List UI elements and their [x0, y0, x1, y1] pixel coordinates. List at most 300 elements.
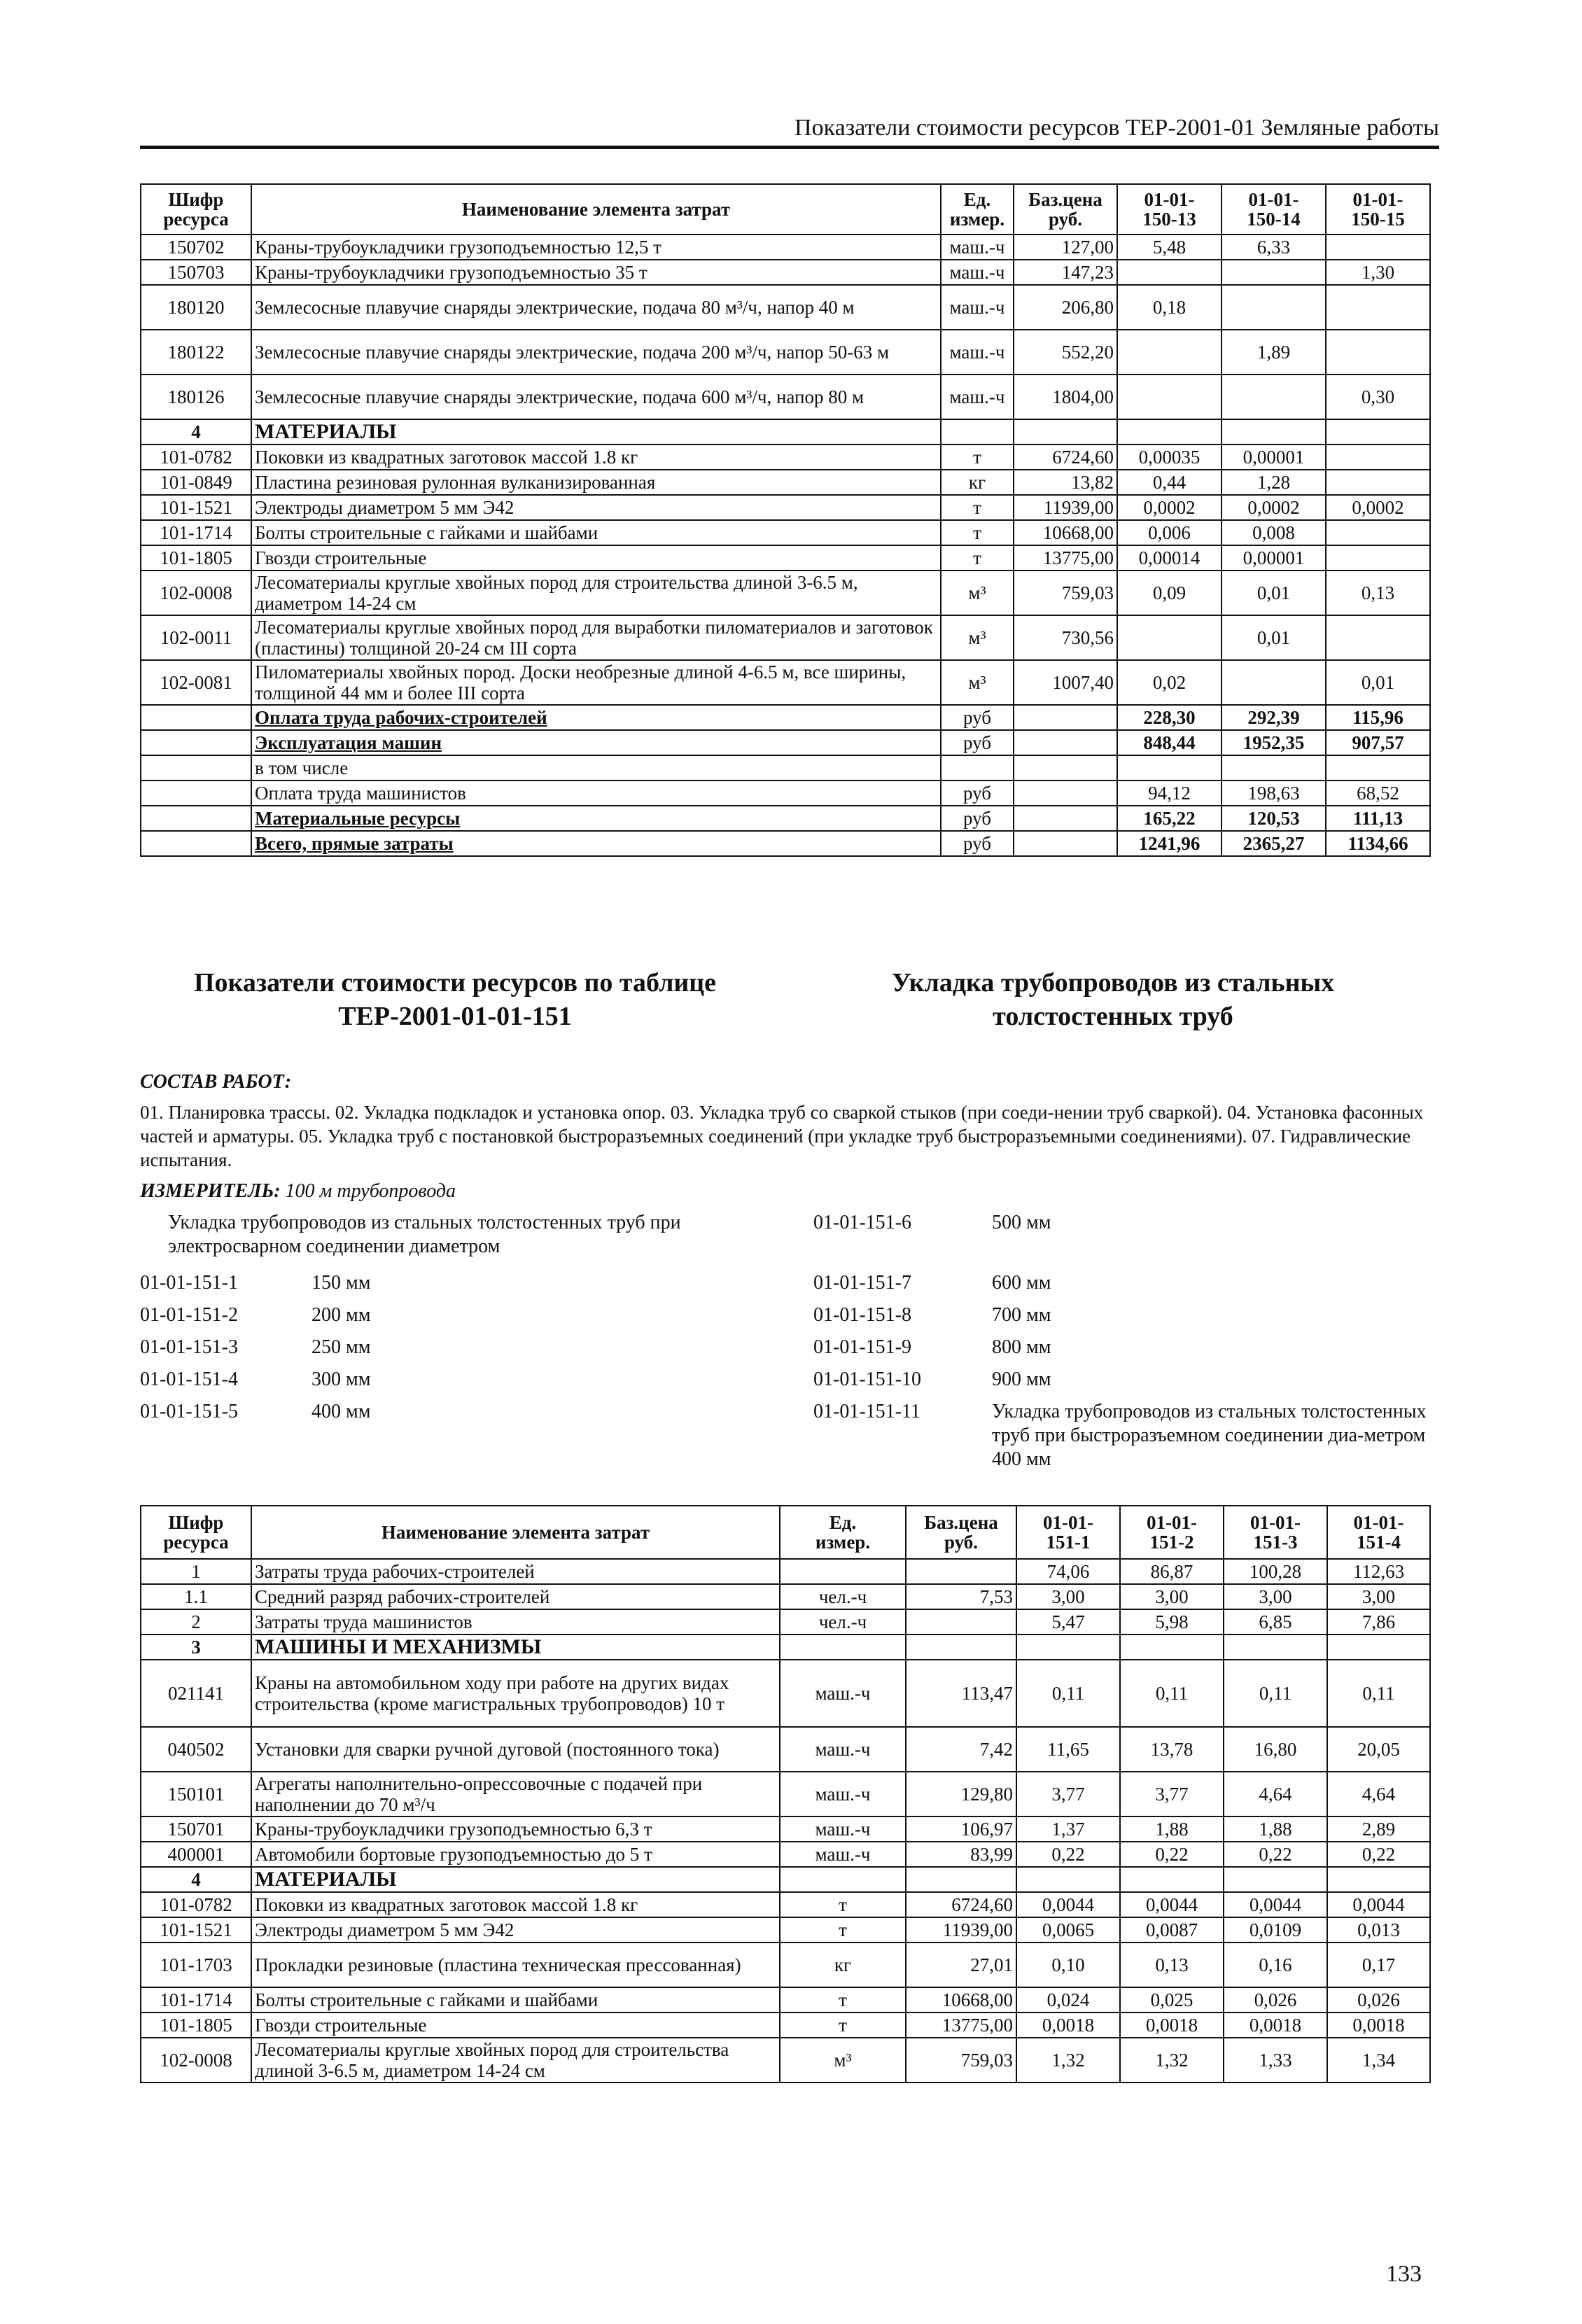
- item-code: 01-01-151-4: [140, 1368, 238, 1390]
- cell-volume: 11,65: [1016, 1727, 1120, 1772]
- cell-volume: 907,57: [1326, 730, 1430, 755]
- cell-name: Электроды диаметром 5 мм Э42: [251, 495, 941, 520]
- item-value: 150 мм: [312, 1272, 371, 1294]
- cell-volume: 0,30: [1326, 374, 1430, 419]
- cell-code: 4: [141, 1867, 251, 1892]
- cell-volume: 0,008: [1222, 520, 1326, 545]
- cell-name: Оплата труда машинистов: [251, 780, 941, 806]
- cell-name: Всего, прямые затраты: [251, 831, 941, 856]
- cell-volume: 0,13: [1120, 1942, 1224, 1987]
- cell-volume: [1222, 660, 1326, 705]
- cell-code: [141, 780, 251, 806]
- item-code: 01-01-151-5: [140, 1401, 238, 1422]
- cell-unit: т: [780, 2012, 906, 2038]
- cell-code: [141, 831, 251, 856]
- cell-name: Гвозди строительные: [251, 2012, 780, 2038]
- item-code: 01-01-151-3: [140, 1336, 238, 1358]
- cell-volume: 94,12: [1117, 780, 1222, 806]
- cell-unit: руб: [941, 831, 1014, 856]
- cell-unit: маш.-ч: [941, 260, 1014, 285]
- cell-unit: т: [780, 1892, 906, 1917]
- cell-volume: 0,0087: [1120, 1917, 1224, 1942]
- cell-price: 11939,00: [1014, 495, 1117, 520]
- cell-unit: м³: [780, 2038, 906, 2082]
- cell-unit: маш.-ч: [941, 234, 1014, 260]
- cell-volume: 0,01: [1222, 615, 1326, 660]
- cell-code: 1.1: [141, 1584, 251, 1609]
- cell-code: [141, 806, 251, 831]
- cell-volume: 100,28: [1224, 1559, 1327, 1584]
- section-title-left: Показатели стоимости ресурсов по таблице ТЕР-2001-01-01-151: [193, 968, 717, 1031]
- cell-code: 021141: [141, 1660, 251, 1727]
- running-header: Показатели стоимости ресурсов ТЕР-2001-01 Земляные работы: [140, 115, 1439, 149]
- measure-label: ИЗМЕРИТЕЛЬ:: [140, 1180, 281, 1202]
- cell-volume: 86,87: [1120, 1559, 1224, 1584]
- cell-name: Лесоматериалы круглые хвойных пород для выработки пиломатериалов и заготовок (пластины) толщиной 20-24 см III сорта: [251, 615, 941, 660]
- cell-volume: 111,13: [1326, 806, 1430, 831]
- cell-volume: [1224, 1867, 1327, 1892]
- cell-unit: кг: [780, 1942, 906, 1987]
- table-row: [141, 444, 1430, 470]
- measure-line: [140, 1180, 456, 1203]
- cell-volume: 1,33: [1224, 2038, 1327, 2082]
- cell-volume: 7,86: [1327, 1609, 1430, 1634]
- table-header-row: [141, 1506, 1430, 1559]
- cell-volume: 0,01: [1222, 570, 1326, 615]
- table-row: [141, 2038, 1430, 2082]
- table-row: [141, 1892, 1430, 1917]
- table-row: [141, 374, 1430, 419]
- cell-code: 101-1805: [141, 2012, 251, 2038]
- cell-volume: 0,024: [1016, 1987, 1120, 2012]
- table-row: [141, 2012, 1430, 2038]
- cell-volume: [1326, 234, 1430, 260]
- cell-volume: 74,06: [1016, 1559, 1120, 1584]
- cell-volume: 112,63: [1327, 1559, 1430, 1584]
- cell-price: 1804,00: [1014, 374, 1117, 419]
- table-row: [141, 705, 1430, 730]
- cell-code: 101-1521: [141, 495, 251, 520]
- table-row: [141, 1816, 1430, 1842]
- cell-volume: 20,05: [1327, 1727, 1430, 1772]
- table-row: [141, 1917, 1430, 1942]
- work-composition-text: 01. Планировка трассы. 02. Укладка подкладок и установка опор. 03. Укладка труб со сваркой стыков (при соеди-нении труб сваркой). 04. Установка фасонных частей и арматуры. 05. Укладка труб с постановкой быстроразъемных соединений (при укладке труб быстроразъемными соединениями). 07. Гидравлические испытания.: [140, 1102, 1424, 1170]
- cell-unit: руб: [941, 730, 1014, 755]
- cell-volume: [1327, 1867, 1430, 1892]
- table-row: [141, 1584, 1430, 1609]
- cell-name: МАТЕРИАЛЫ: [251, 419, 941, 444]
- cell-unit: [780, 1867, 906, 1892]
- cell-volume: 0,013: [1327, 1917, 1430, 1942]
- cell-unit: [780, 1634, 906, 1660]
- cell-price: 1007,40: [1014, 660, 1117, 705]
- cell-volume: 5,98: [1120, 1609, 1224, 1634]
- cell-unit: маш.-ч: [941, 330, 1014, 374]
- cell-price: 113,47: [906, 1660, 1016, 1727]
- cell-volume: 0,11: [1120, 1660, 1224, 1727]
- item-value: 700 мм: [992, 1304, 1051, 1326]
- cell-code: 101-0849: [141, 470, 251, 495]
- cell-volume: 3,00: [1120, 1584, 1224, 1609]
- cell-code: 101-1521: [141, 1917, 251, 1942]
- cell-volume: 1,88: [1120, 1816, 1224, 1842]
- header-col-150-14: 01-01- 150-14: [1222, 184, 1326, 234]
- cell-name: Эксплуатация машин: [251, 730, 941, 755]
- item-value: 500 мм: [992, 1212, 1051, 1233]
- item-code: 01-01-151-2: [140, 1304, 238, 1326]
- cell-price: [906, 1609, 1016, 1634]
- resource-cost-table-151: [140, 1505, 1431, 2083]
- cell-volume: 0,0109: [1224, 1917, 1327, 1942]
- cell-volume: 4,64: [1327, 1772, 1430, 1816]
- table-row: [141, 285, 1430, 330]
- table-row: [141, 495, 1430, 520]
- cell-volume: [1016, 1634, 1120, 1660]
- header-col-150-15: 01-01- 150-15: [1326, 184, 1430, 234]
- cell-code: 101-1714: [141, 1987, 251, 2012]
- cell-name: Землесосные плавучие снаряды электрические, подача 200 м³/ч, напор 50-63 м: [251, 330, 941, 374]
- cell-code: [141, 755, 251, 780]
- cell-volume: 1241,96: [1117, 831, 1222, 856]
- item-value: Укладка трубопроводов из стальных толстостенных труб при быстроразъемном соединении диа-метром 400 мм: [992, 1401, 1427, 1470]
- cell-name: МАШИНЫ И МЕХАНИЗМЫ: [251, 1634, 780, 1660]
- cell-volume: 0,01: [1326, 660, 1430, 705]
- cell-volume: [1222, 755, 1326, 780]
- header-col-151-2: 01-01- 151-2: [1120, 1506, 1224, 1559]
- header-col-150-13: 01-01- 150-13: [1117, 184, 1222, 234]
- cell-volume: 198,63: [1222, 780, 1326, 806]
- cell-name: Затраты труда рабочих-строителей: [251, 1559, 780, 1584]
- cell-code: 180122: [141, 330, 251, 374]
- cell-volume: 0,18: [1117, 285, 1222, 330]
- cell-price: 7,53: [906, 1584, 1016, 1609]
- cell-volume: 16,80: [1224, 1727, 1327, 1772]
- table-row: [141, 780, 1430, 806]
- cell-unit: руб: [941, 780, 1014, 806]
- table-row: [141, 260, 1430, 285]
- header-code: Шифр ресурса: [141, 184, 251, 234]
- table-row: [141, 419, 1430, 444]
- cell-volume: 0,0002: [1326, 495, 1430, 520]
- cell-volume: [1326, 755, 1430, 780]
- measure-value: 100 м трубопровода: [285, 1180, 456, 1202]
- cell-code: 1: [141, 1559, 251, 1584]
- cell-volume: 0,00001: [1222, 545, 1326, 570]
- cell-name: Болты строительные с гайками и шайбами: [251, 1987, 780, 2012]
- header-col-151-3: 01-01- 151-3: [1224, 1506, 1327, 1559]
- cell-volume: 0,22: [1224, 1842, 1327, 1867]
- item-code: 01-01-151-9: [813, 1336, 911, 1358]
- cell-price: [1014, 806, 1117, 831]
- cell-price: [906, 1559, 1016, 1584]
- cell-name: Прокладки резиновые (пластина техническая прессованная): [251, 1942, 780, 1987]
- table-row: [141, 330, 1430, 374]
- cell-name: Средний разряд рабочих-строителей: [251, 1584, 780, 1609]
- cell-volume: 3,77: [1120, 1772, 1224, 1816]
- item-value: 800 мм: [992, 1336, 1051, 1358]
- list-intro: Укладка трубопроводов из стальных толстостенных труб при электросварном соединении диаметром: [168, 1212, 681, 1257]
- cell-code: 101-1714: [141, 520, 251, 545]
- cell-unit: т: [780, 1987, 906, 2012]
- cell-volume: 6,85: [1224, 1609, 1327, 1634]
- cell-price: 13775,00: [906, 2012, 1016, 2038]
- table-row: [141, 1867, 1430, 1892]
- cell-volume: 0,11: [1327, 1660, 1430, 1727]
- item-value: 250 мм: [312, 1336, 371, 1358]
- cell-price: [1014, 419, 1117, 444]
- cell-name: Землесосные плавучие снаряды электрические, подача 80 м³/ч, напор 40 м: [251, 285, 941, 330]
- cell-volume: 0,0044: [1120, 1892, 1224, 1917]
- item-code: 01-01-151-6: [813, 1212, 911, 1233]
- cell-volume: 1,32: [1016, 2038, 1120, 2082]
- cell-volume: 0,00001: [1222, 444, 1326, 470]
- cell-code: 150701: [141, 1816, 251, 1842]
- cell-price: 127,00: [1014, 234, 1117, 260]
- cell-unit: т: [941, 545, 1014, 570]
- cell-code: 101-0782: [141, 444, 251, 470]
- cell-price: 129,80: [906, 1772, 1016, 1816]
- cell-volume: 4,64: [1224, 1772, 1327, 1816]
- cell-volume: 0,22: [1120, 1842, 1224, 1867]
- header-col-151-4: 01-01- 151-4: [1327, 1506, 1430, 1559]
- cell-code: 3: [141, 1634, 251, 1660]
- cell-code: [141, 730, 251, 755]
- cell-unit: руб: [941, 705, 1014, 730]
- cell-volume: [1326, 545, 1430, 570]
- table-row: [141, 1727, 1430, 1772]
- cell-price: 147,23: [1014, 260, 1117, 285]
- cell-volume: [1326, 419, 1430, 444]
- cell-volume: 0,0002: [1117, 495, 1222, 520]
- table-row: [141, 234, 1430, 260]
- cell-code: 101-0782: [141, 1892, 251, 1917]
- item-code: 01-01-151-11: [813, 1401, 920, 1422]
- cell-code: 180120: [141, 285, 251, 330]
- cell-volume: [1222, 419, 1326, 444]
- cell-code: 180126: [141, 374, 251, 419]
- cell-unit: маш.-ч: [941, 285, 1014, 330]
- cell-unit: маш.-ч: [780, 1727, 906, 1772]
- cell-price: [906, 1867, 1016, 1892]
- resource-cost-table-150: [140, 183, 1431, 857]
- item-value: 600 мм: [992, 1272, 1051, 1294]
- cell-price: 206,80: [1014, 285, 1117, 330]
- table-row: [141, 1634, 1430, 1660]
- table-row: [141, 806, 1430, 831]
- cell-name: Поковки из квадратных заготовок массой 1.8 кг: [251, 1892, 780, 1917]
- table-header-row: [141, 184, 1430, 234]
- table-row: [141, 730, 1430, 755]
- cell-volume: [1120, 1867, 1224, 1892]
- cell-volume: 0,0065: [1016, 1917, 1120, 1942]
- cell-volume: [1016, 1867, 1120, 1892]
- cell-volume: 848,44: [1117, 730, 1222, 755]
- cell-volume: [1224, 1634, 1327, 1660]
- cell-volume: [1222, 285, 1326, 330]
- cell-volume: 0,44: [1117, 470, 1222, 495]
- cell-name: в том числе: [251, 755, 941, 780]
- cell-volume: 292,39: [1222, 705, 1326, 730]
- item-code: 01-01-151-7: [813, 1272, 911, 1294]
- cell-price: 11939,00: [906, 1917, 1016, 1942]
- table-row: [141, 1559, 1430, 1584]
- cell-code: 040502: [141, 1727, 251, 1772]
- cell-unit: м³: [941, 615, 1014, 660]
- cell-unit: маш.-ч: [780, 1660, 906, 1727]
- cell-unit: маш.-ч: [780, 1842, 906, 1867]
- cell-volume: 13,78: [1120, 1727, 1224, 1772]
- cell-volume: 0,13: [1326, 570, 1430, 615]
- cell-volume: [1326, 330, 1430, 374]
- cell-volume: [1117, 615, 1222, 660]
- cell-volume: [1222, 374, 1326, 419]
- table-row: [141, 660, 1430, 705]
- cell-name: Агрегаты наполнительно-опрессовочные с подачей при наполнении до 70 м³/ч: [251, 1772, 780, 1816]
- cell-unit: маш.-ч: [780, 1772, 906, 1816]
- cell-volume: 3,00: [1327, 1584, 1430, 1609]
- cell-code: [141, 705, 251, 730]
- item-value: 200 мм: [312, 1304, 371, 1326]
- table-row: [141, 1942, 1430, 1987]
- cell-code: 150702: [141, 234, 251, 260]
- cell-name: Затраты труда машинистов: [251, 1609, 780, 1634]
- cell-name: Оплата труда рабочих-строителей: [251, 705, 941, 730]
- item-code: 01-01-151-1: [140, 1272, 238, 1294]
- cell-code: 150101: [141, 1772, 251, 1816]
- cell-volume: 2365,27: [1222, 831, 1326, 856]
- cell-name: МАТЕРИАЛЫ: [251, 1867, 780, 1892]
- cell-price: 13775,00: [1014, 545, 1117, 570]
- cell-volume: [1222, 260, 1326, 285]
- cell-volume: 0,0044: [1016, 1892, 1120, 1917]
- header-name: Наименование элемента затрат: [251, 184, 941, 234]
- cell-volume: 0,09: [1117, 570, 1222, 615]
- cell-code: 102-0008: [141, 570, 251, 615]
- cell-code: 101-1805: [141, 545, 251, 570]
- cell-unit: чел.-ч: [780, 1584, 906, 1609]
- cell-volume: 0,17: [1327, 1942, 1430, 1987]
- cell-volume: 0,006: [1117, 520, 1222, 545]
- cell-price: 10668,00: [906, 1987, 1016, 2012]
- header-unit: Ед. измер.: [780, 1506, 906, 1559]
- cell-name: Установки для сварки ручной дуговой (постоянного тока): [251, 1727, 780, 1772]
- cell-unit: чел.-ч: [780, 1609, 906, 1634]
- cell-volume: [1120, 1634, 1224, 1660]
- cell-volume: [1327, 1634, 1430, 1660]
- cell-unit: маш.-ч: [780, 1816, 906, 1842]
- cell-price: [1014, 780, 1117, 806]
- cell-volume: 0,16: [1224, 1942, 1327, 1987]
- cell-price: [1014, 705, 1117, 730]
- cell-volume: 3,00: [1224, 1584, 1327, 1609]
- section-title-right: Укладка трубопроводов из стальных толстостенных труб: [891, 968, 1335, 1031]
- cell-volume: 0,11: [1016, 1660, 1120, 1727]
- cell-price: 6724,60: [1014, 444, 1117, 470]
- item-code: 01-01-151-8: [813, 1304, 911, 1326]
- header-code: Шифр ресурса: [141, 1506, 251, 1559]
- cell-price: 83,99: [906, 1842, 1016, 1867]
- cell-code: 400001: [141, 1842, 251, 1867]
- cell-volume: [1117, 374, 1222, 419]
- cell-name: Краны-трубоукладчики грузоподъемностью 6,3 т: [251, 1816, 780, 1842]
- cell-volume: 0,0018: [1016, 2012, 1120, 2038]
- cell-volume: 5,48: [1117, 234, 1222, 260]
- page-number: 133: [1386, 2261, 1422, 2287]
- table-row: [141, 520, 1430, 545]
- cell-name: Автомобили бортовые грузоподъемностью до 5 т: [251, 1842, 780, 1867]
- item-value: 400 мм: [312, 1401, 371, 1422]
- cell-volume: 228,30: [1117, 705, 1222, 730]
- cell-price: 730,56: [1014, 615, 1117, 660]
- table-row: [141, 1842, 1430, 1867]
- cell-volume: 2,89: [1327, 1816, 1430, 1842]
- cell-unit: м³: [941, 570, 1014, 615]
- table-row: [141, 1609, 1430, 1634]
- cell-price: 106,97: [906, 1816, 1016, 1842]
- cell-code: 4: [141, 419, 251, 444]
- cell-unit: [941, 419, 1014, 444]
- cell-unit: руб: [941, 806, 1014, 831]
- cell-name: Лесоматериалы круглые хвойных пород для строительства длиной 3-6.5 м, диаметром 14-24 см: [251, 2038, 780, 2082]
- cell-unit: т: [780, 1917, 906, 1942]
- cell-price: 13,82: [1014, 470, 1117, 495]
- cell-unit: кг: [941, 470, 1014, 495]
- cell-price: 10668,00: [1014, 520, 1117, 545]
- cell-volume: 0,0044: [1327, 1892, 1430, 1917]
- cell-volume: 0,00014: [1117, 545, 1222, 570]
- cell-price: [1014, 831, 1117, 856]
- cell-volume: 0,0018: [1120, 2012, 1224, 2038]
- work-composition-label: СОСТАВ РАБОТ:: [140, 1071, 292, 1093]
- cell-volume: 0,025: [1120, 1987, 1224, 2012]
- cell-unit: т: [941, 444, 1014, 470]
- table-row: [141, 545, 1430, 570]
- cell-unit: маш.-ч: [941, 374, 1014, 419]
- cell-volume: 0,0018: [1327, 2012, 1430, 2038]
- cell-name: Болты строительные с гайками и шайбами: [251, 520, 941, 545]
- cell-code: 102-0011: [141, 615, 251, 660]
- cell-name: Краны на автомобильном ходу при работе на других видах строительства (кроме магистральных трубопроводов) 10 т: [251, 1660, 780, 1727]
- cell-volume: 1952,35: [1222, 730, 1326, 755]
- table-row: [141, 755, 1430, 780]
- table-row: [141, 470, 1430, 495]
- cell-name: Пластина резиновая рулонная вулканизированная: [251, 470, 941, 495]
- header-col-151-1: 01-01- 151-1: [1016, 1506, 1120, 1559]
- cell-volume: 0,22: [1016, 1842, 1120, 1867]
- cell-name: Краны-трубоукладчики грузоподъемностью 12,5 т: [251, 234, 941, 260]
- cell-volume: 1,37: [1016, 1816, 1120, 1842]
- cell-volume: 0,026: [1224, 1987, 1327, 2012]
- cell-code: 102-0081: [141, 660, 251, 705]
- cell-volume: 0,00035: [1117, 444, 1222, 470]
- cell-name: Краны-трубоукладчики грузоподъемностью 35 т: [251, 260, 941, 285]
- cell-price: 27,01: [906, 1942, 1016, 1987]
- cell-volume: 68,52: [1326, 780, 1430, 806]
- cell-volume: 0,02: [1117, 660, 1222, 705]
- cell-volume: 1,89: [1222, 330, 1326, 374]
- cell-name: Поковки из квадратных заготовок массой 1.8 кг: [251, 444, 941, 470]
- table-row: [141, 831, 1430, 856]
- cell-price: 759,03: [1014, 570, 1117, 615]
- cell-volume: 0,0044: [1224, 1892, 1327, 1917]
- header-price: Баз.цена руб.: [906, 1506, 1016, 1559]
- cell-volume: 3,00: [1016, 1584, 1120, 1609]
- header-unit: Ед. измер.: [941, 184, 1014, 234]
- cell-price: [906, 1634, 1016, 1660]
- cell-code: 150703: [141, 260, 251, 285]
- table-row: [141, 1772, 1430, 1816]
- cell-name: Лесоматериалы круглые хвойных пород для строительства длиной 3-6.5 м, диаметром 14-24 см: [251, 570, 941, 615]
